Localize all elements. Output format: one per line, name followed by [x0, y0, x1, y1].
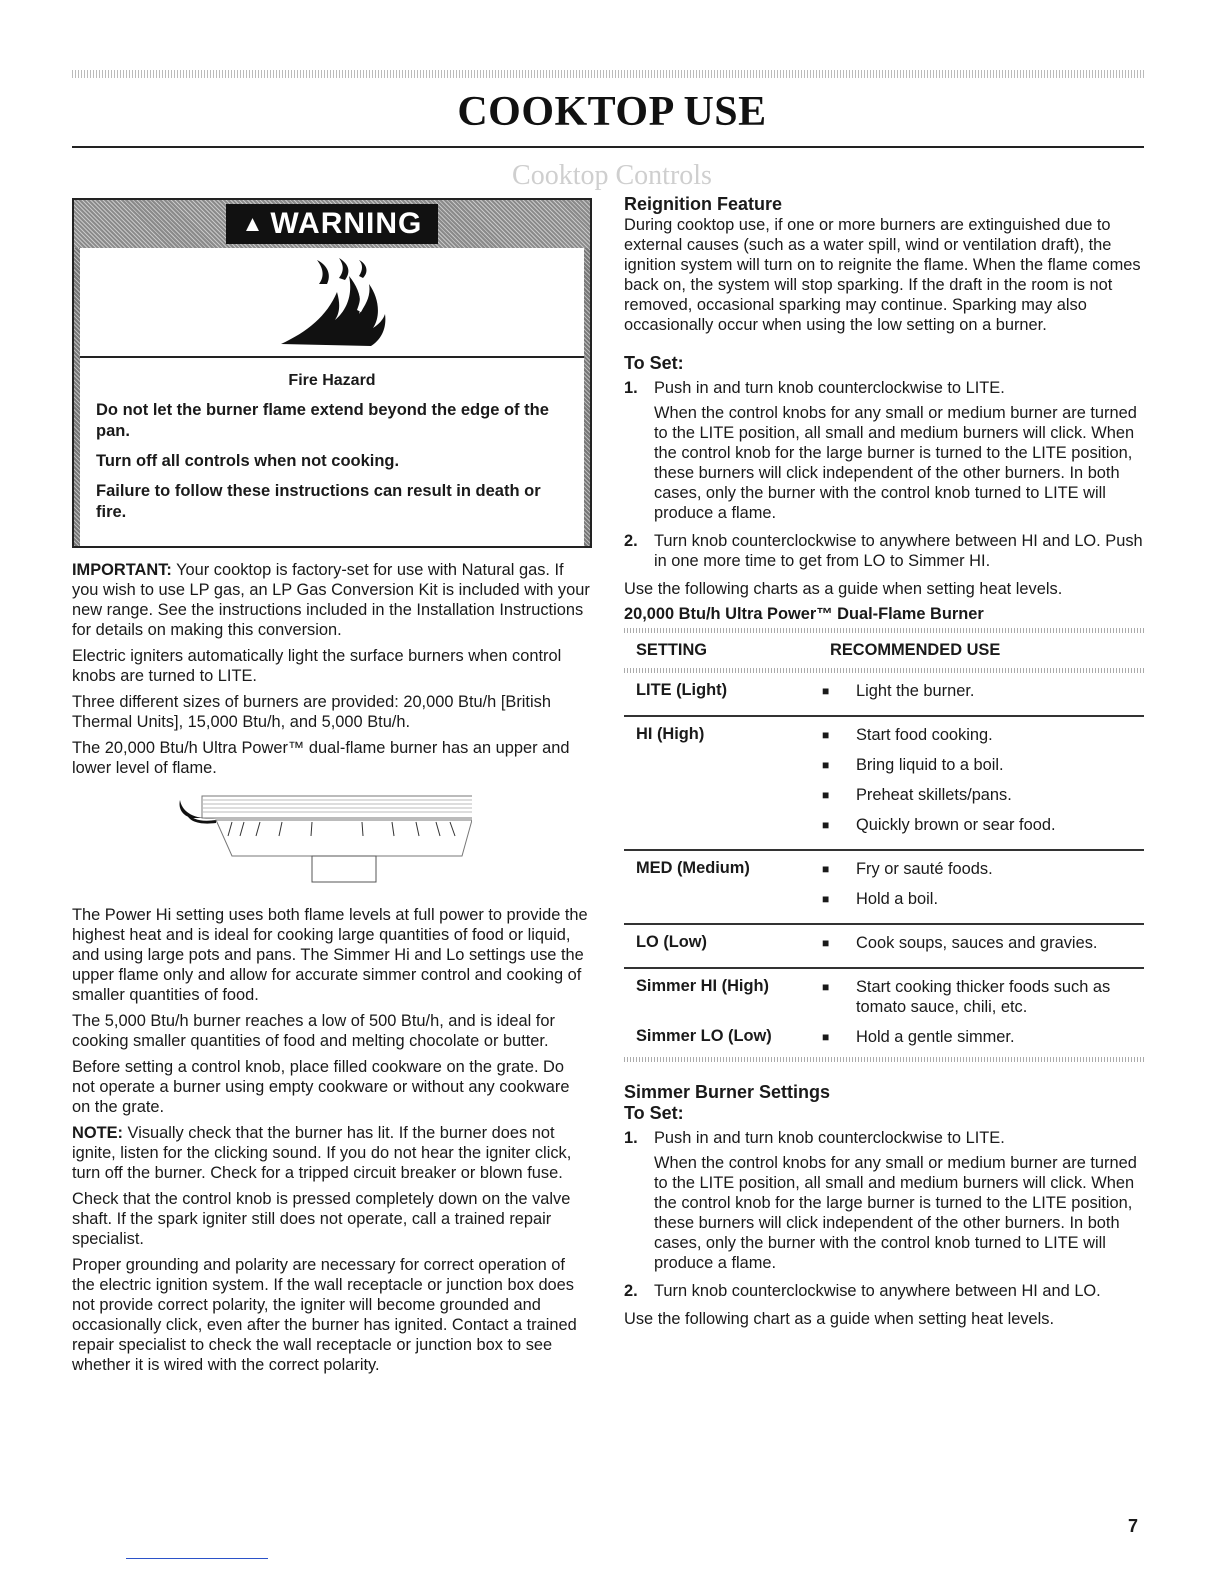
title-rule: [72, 146, 1144, 148]
simmer-heading: Simmer Burner Settings: [624, 1082, 831, 1102]
to-set-heading: To Set:: [624, 353, 684, 373]
paragraph: Three different sizes of burners are provided: 20,000 Btu/h [British Thermal Units], 15,000 Btu/h, and 5,000 Btu/h.: [72, 693, 551, 731]
step-item: 2. Turn knob counterclockwise to anywhere between HI and LO.: [624, 1282, 1101, 1300]
warning-triangle-icon: ▲: [241, 211, 265, 236]
charts-guide: Use the following charts as a guide when setting heat levels.: [624, 580, 1063, 598]
bullet-icon: ■: [822, 788, 830, 802]
bullet-icon: ■: [822, 684, 830, 698]
bullet-icon: ■: [822, 1030, 830, 1044]
table-row: LITE (Light) ■ Light the burner.: [624, 673, 1144, 717]
bullet-icon: ■: [822, 818, 830, 832]
table-row: LO (Low) ■ Cook soups, sauces and gravies.: [624, 925, 1144, 969]
reignition-heading: Reignition Feature: [624, 194, 783, 214]
important-label: IMPORTANT:: [72, 561, 172, 579]
table-row: Simmer HI (High) ■ Start cooking thicker foods such as tomato sauce, chili, etc.: [636, 977, 1111, 1016]
bullet-icon: ■: [822, 892, 830, 906]
to-set-heading: To Set:: [624, 1103, 684, 1123]
hazard-title: Fire Hazard: [288, 372, 376, 389]
footer-rule: [126, 1558, 268, 1559]
paragraph: Check that the control knob is pressed completely down on the valve shaft. If the spark igniter still does not operate, call a trained repair specialist.: [72, 1190, 571, 1248]
top-decorative-stripe: [72, 70, 1144, 78]
paragraph: Proper grounding and polarity are necessary for correct operation of the electric ignition system. If the wall receptacle or junction box does not provide correct polarity, the igniter will become grounded and occasionally click, even after the burner has ignited. Contact a trained repair specialist to check the wall receptacle or junction box to see whether it is wired with the correct polarity.: [72, 1256, 577, 1374]
step-item: 1. Push in and turn knob counterclockwise to LITE. When the control knobs for any small or medium burner are turned to the LITE position, all small and medium burners will click. When the control knob for the large burner is turned to the LITE position, these burners will click independent of the other burners. In both cases, only the burner with the control knob turned to LITE will produce a flame.: [624, 379, 1137, 522]
col-setting: SETTING: [636, 641, 708, 659]
fire-hazard-icon: [267, 254, 397, 350]
chart-title: 20,000 Btu/h Ultra Power™ Dual-Flame Burner: [624, 605, 984, 623]
step-item: 2. Turn knob counterclockwise to anywhere between HI and LO. Push in one more time to get from LO to Simmer HI.: [624, 532, 1143, 570]
table-row: HI (High) ■ Start food cooking. ■ Bring liquid to a boil. ■ Preheat skillets/pans. ■ Quickly brown or sear food.: [624, 717, 1144, 851]
warning-line: Failure to follow these instructions can result in death or fire.: [96, 482, 541, 521]
paragraph: Electric igniters automatically light the surface burners when control knobs are turned to LITE.: [72, 647, 562, 685]
bullet-icon: ■: [822, 728, 830, 742]
settings-chart: [624, 628, 1144, 1062]
paragraph: The 20,000 Btu/h Ultra Power™ dual-flame burner has an upper and lower level of flame.: [72, 739, 570, 777]
page-number: 7: [1128, 1516, 1139, 1536]
warning-line: Turn off all controls when not cooking.: [96, 452, 400, 470]
bullet-icon: ■: [822, 758, 830, 772]
left-column: [72, 198, 590, 1381]
table-row: Simmer LO (Low) ■ Hold a gentle simmer.: [636, 1027, 1015, 1046]
bullet-icon: ■: [822, 936, 830, 950]
warning-label: WARNING: [270, 207, 423, 240]
bullet-icon: ■: [822, 980, 830, 994]
paragraph: The 5,000 Btu/h burner reaches a low of 500 Btu/h, and is ideal for cooking smaller quantities of food and melting chocolate or butter.: [72, 1012, 555, 1050]
right-column: [624, 194, 1144, 1329]
page-title: COOKTOP USE: [457, 89, 767, 135]
step-item: 1. Push in and turn knob counterclockwise to LITE. When the control knobs for any small or medium burner are turned to the LITE position, all small and medium burners will click. When the control knob for the large burner is turned to the LITE position, these burners will click independent of the other burners. In both cases, only the burner with the control knob turned to LITE will produce a flame.: [624, 1129, 1137, 1272]
warning-banner: [74, 200, 590, 248]
note-label: NOTE:: [72, 1124, 123, 1142]
table-row: MED (Medium) ■ Fry or sauté foods. ■ Hold a boil.: [624, 851, 1144, 925]
bullet-icon: ■: [822, 862, 830, 876]
important-paragraph: IMPORTANT: Your cooktop is factory-set for use with Natural gas. If you wish to use LP gas, an LP Gas Conversion Kit is included with your new range. See the instructions included in the Installation Instructions for details on making this conversion.: [72, 561, 590, 639]
steps-list: [624, 1128, 1144, 1301]
paragraph: Before setting a control knob, place filled cookware on the grate. Do not operate a burner using empty cookware or without any cookware on the grate.: [72, 1058, 570, 1116]
chart-guide: Use the following chart as a guide when setting heat levels.: [624, 1310, 1055, 1328]
paragraph: The Power Hi setting uses both flame levels at full power to provide the highest heat and is ideal for cooking large quantities of food or liquid, and using large pots and pans. The Simmer Hi and Lo settings use the upper flame only and allow for accurate simmer control and cooking of smaller quantities of food.: [72, 906, 588, 1004]
col-recommended-use: RECOMMENDED USE: [830, 641, 1001, 659]
warning-line: Do not let the burner flame extend beyond the edge of the pan.: [96, 401, 549, 440]
steps-list: [624, 378, 1144, 571]
section-subtitle: Cooktop Controls: [512, 160, 712, 191]
reignition-text: During cooktop use, if one or more burners are extinguished due to external causes (such as a water spill, wind or ventilation draft), the ignition system will turn on to reignite the flame. When the flame comes back on, the system will stop sparking. If the draft in the room is not removed, occasional sparking may continue. Sparking may also occasionally occur when using the low setting on a burner.: [624, 216, 1141, 334]
chart-header: [624, 633, 1144, 668]
note-paragraph: NOTE: Visually check that the burner has lit. If the burner does not ignite, listen for the clicking sound. If you do not hear the igniter click, turn off the burner. Check for a tripped circuit breaker or blown fuse.: [72, 1124, 572, 1182]
burner-illustration: [172, 790, 590, 891]
warning-box: [72, 198, 592, 548]
